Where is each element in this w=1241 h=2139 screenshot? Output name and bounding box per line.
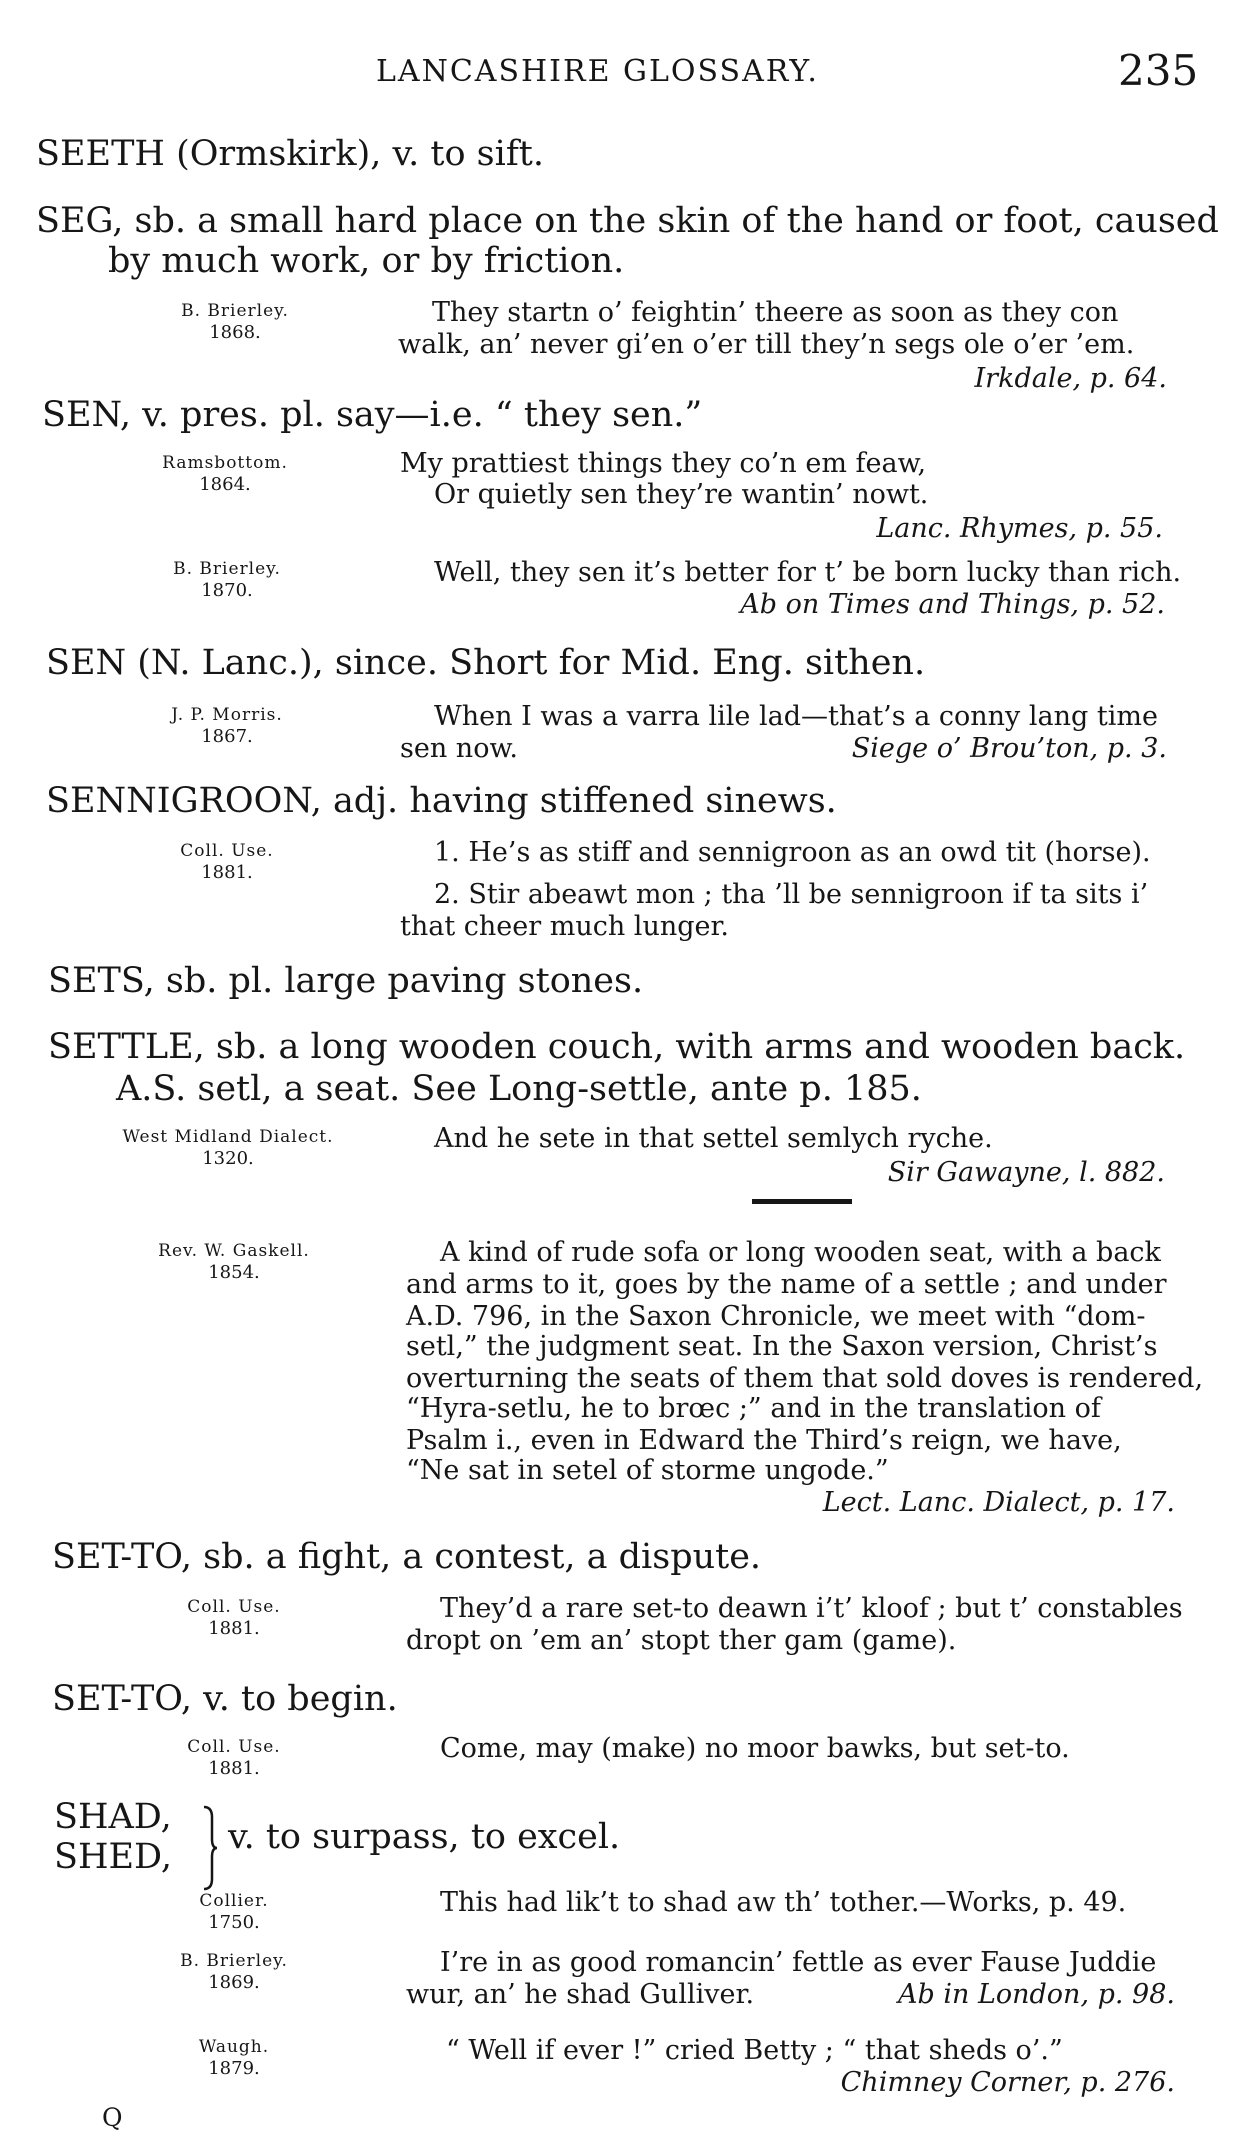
quote-line: Or quietly sen they’re wantin’ nowt. <box>434 479 929 510</box>
headword-set-to-v: SET-TO, v. to begin. <box>52 1679 398 1719</box>
citation-author: Ramsbottom. 1864. <box>162 453 288 495</box>
quote-line: Well, they sen it’s better for t’ be born lucky than rich. <box>434 557 1182 588</box>
headword-sen-since: SEN (N. Lanc.), since. Short for Mid. Eng. sithen. <box>46 643 926 683</box>
quote-line: wur, an’ he shad Gulliver. <box>406 1979 755 2010</box>
citation-author: Waugh. 1879. <box>198 2037 270 2079</box>
headword-seg: SEG, sb. a small hard place on the skin of the hand or foot, caused <box>36 201 1219 241</box>
quote-line: A.D. 796, in the Saxon Chronicle, we meet with “dom- <box>406 1301 1146 1332</box>
quote-line: 1. He’s as stiff and sennigroon as an owd tit (horse). <box>434 837 1151 868</box>
citation-author: J. P. Morris. 1867. <box>171 705 283 747</box>
headword-shad-def: v. to surpass, to excel. <box>228 1817 621 1857</box>
headword-sets: SETS, sb. pl. large paving stones. <box>48 961 644 1001</box>
citation-author: B. Brierley. 1868. <box>181 301 289 343</box>
quote-line: walk, an’ never gi’en o’er till they’n segs ole o’er ’em. <box>398 329 1135 360</box>
citation-author: Collier. 1750. <box>199 1891 269 1933</box>
citation-author: Coll. Use. 1881. <box>187 1597 281 1639</box>
quote-line: They’d a rare set-to deawn i’t’ kloof ; but t’ constables <box>440 1593 1183 1624</box>
citation-source: Siege o’ Brou’ton, p. 3. <box>851 733 1167 764</box>
quote-line: A kind of rude sofa or long wooden seat, with a back <box>440 1237 1161 1268</box>
citation-author: West Midland Dialect. 1320. <box>122 1127 334 1169</box>
quote-line: setl,” the judgment seat. In the Saxon version, Christ’s <box>406 1331 1158 1362</box>
headword-settle-cont: A.S. setl, a seat. See Long-settle, ante p. 185. <box>116 1069 922 1109</box>
quote-line: Psalm i., even in Edward the Third’s reign, we have, <box>406 1425 1122 1456</box>
headword-settle: SETTLE, sb. a long wooden couch, with arms and wooden back. <box>48 1027 1186 1067</box>
citation-source: Sir Gawayne, l. 882. <box>887 1157 1165 1188</box>
headword-seg-cont: by much work, or by friction. <box>108 241 625 281</box>
quote-line: dropt on ’em an’ stopt ther gam (game). <box>406 1625 957 1656</box>
citation-author: Coll. Use. 1881. <box>180 841 274 883</box>
signature-mark: Q <box>102 2103 123 2132</box>
citation-source: Chimney Corner, p. 276. <box>840 2067 1175 2098</box>
quote-line: They startn o’ feightin’ theere as soon as they con <box>432 297 1119 328</box>
citation-author: B. Brierley. 1869. <box>180 1951 288 1993</box>
running-header <box>0 46 1241 95</box>
quote-line: I’re in as good romancin’ fettle as ever Fause Juddie <box>440 1947 1157 1978</box>
headword-shad: SHAD, <box>54 1797 172 1837</box>
page-number: 235 <box>1118 46 1199 95</box>
page-title: LANCASHIRE GLOSSARY. <box>376 54 819 89</box>
quote-line: that cheer much lunger. <box>400 911 730 942</box>
quote-line: “ Well if ever !” cried Betty ; “ that sheds o’.” <box>446 2035 1063 2066</box>
headword-shed: SHED, <box>54 1837 172 1877</box>
headword-sennigroon: SENNIGROON, adj. having stiffened sinews. <box>46 781 837 821</box>
citation-source: Ab in London, p. 98. <box>897 1979 1175 2010</box>
quote-line: When I was a varra lile lad—that’s a conny lang time <box>434 701 1158 732</box>
citation-author: B. Brierley. 1870. <box>173 559 281 601</box>
quote-line: sen now. <box>400 733 518 764</box>
quote-line: “Hyra-setlu, he to brœc ;” and in the translation of <box>406 1393 1101 1424</box>
quote-line: My prattiest things they co’n em feaw, <box>400 448 927 479</box>
brace-icon <box>200 1805 218 1891</box>
section-rule <box>752 1199 852 1204</box>
citation-author: Coll. Use. 1881. <box>187 1737 281 1779</box>
quote-line: 2. Stir abeawt mon ; tha ’ll be sennigroon if ta sits i’ <box>434 879 1149 910</box>
headword-sen: SEN, v. pres. pl. say—i.e. “ they sen.” <box>42 395 703 435</box>
quote-line: “Ne sat in setel of storme ungode.” <box>406 1455 889 1486</box>
citation-author: Rev. W. Gaskell. 1854. <box>158 1241 310 1283</box>
quote-line: And he sete in that settel semlych ryche. <box>434 1123 993 1154</box>
quote-line: This had lik’t to shad aw th’ tother.—Works, p. 49. <box>440 1887 1127 1918</box>
headword-seeth: SEETH (Ormskirk), v. to sift. <box>36 134 544 174</box>
quote-line: and arms to it, goes by the name of a settle ; and under <box>406 1269 1167 1300</box>
quote-line: overturning the seats of them that sold doves is rendered, <box>406 1363 1204 1394</box>
citation-source: Ab on Times and Things, p. 52. <box>740 589 1165 620</box>
citation-source: Lanc. Rhymes, p. 55. <box>876 513 1163 544</box>
quote-line: Come, may (make) no moor bawks, but set-to. <box>440 1733 1070 1764</box>
citation-source: Lect. Lanc. Dialect, p. 17. <box>822 1487 1175 1518</box>
headword-set-to-sb: SET-TO, sb. a fight, a contest, a dispute. <box>52 1537 762 1577</box>
citation-source: Irkdale, p. 64. <box>974 363 1167 394</box>
